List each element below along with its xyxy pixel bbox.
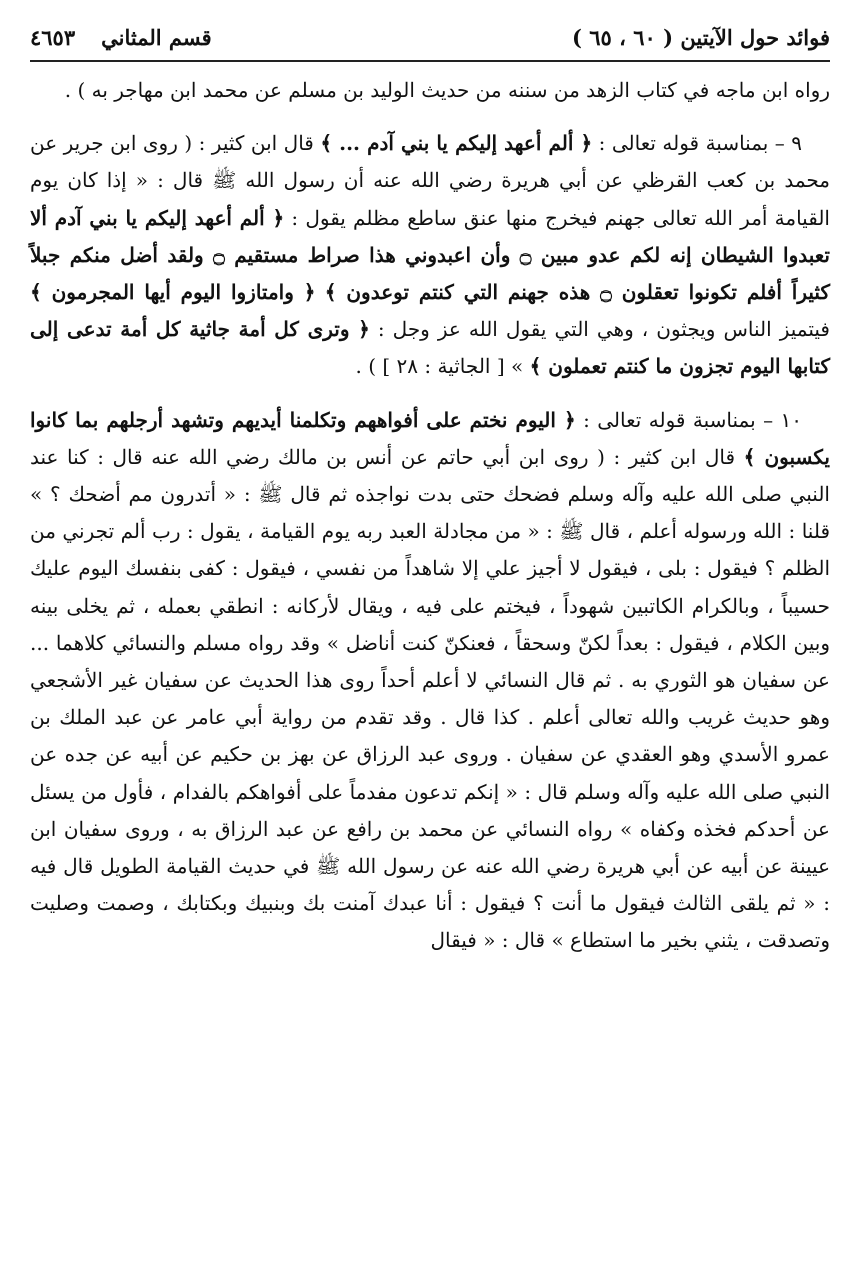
text-run xyxy=(315,280,324,304)
quranic-verse: ﴿ ألم أعهد إليكم يا بني آدم ... ﴾ xyxy=(320,131,593,156)
quranic-verse: ﴿ اليوم نختم على أفواههم وتكلمنا أيديهم وتشهد أرجلهم بما كانوا يكسبون ﴾ xyxy=(30,407,830,469)
text-run: قال ابن كثير : ( روى ابن أبي حاتم عن أنس بن مالك رضي الله عنه قال : كنا عند النبي صلى الله عليه وآله وسلم فضحك حتى بدت نواجذه ثم قال ﷺ : « أتدرون مم أضحك ؟ » قلنا : الله ورسوله أعلم ، قال ﷺ : « من مجادلة العبد ربه يوم القيامة ، يقول : رب ألم تجرني من الظلم ؟ فيقول : بلى ، فيقول لا أجيز علي إلا شاهداً من نفسي ، فيقول : كفى بنفسك اليوم عليك حسيباً ، وبالكرام الكاتبين شهوداً ، فيختم على فيه ، ويقال لأركانه : انطقي بعمله ، ثم يخلى بينه وبين الكلام ، فيقول : بعداً لكنّ وسحقاً ، فعنكنّ كنت أناضل » وقد رواه مسلم والنسائي كلاهما ... عن سفيان هو الثوري به . ثم قال النسائي لا أعلم أحداً روى هذا الحديث عن سفيان غير الأشجعي وهو حديث غريب والله تعالى أعلم . كذا قال . وقد تقدم من رواية أبي عامر عن عبد الملك بن عمرو الأسدي وهو العقدي عن سفيان . وروى عبد الرزاق عن بهز بن حكيم عن أبيه عن جده عن النبي صلى الله عليه وآله وسلم قال : « إنكم تدعون مفدماً على أفواهكم بالفدام ، فأول من يسئل عن أحدكم فخذه وكفاه » رواه النسائي عن محمد بن رافع عن عبد الرزاق به ، وروى سفيان ابن عيينة عن أبيه عن أبي هريرة رضي الله عنه عن رسول الله ﷺ في حديث القيامة الطويل قال فيه : « ثم يلقى الثالث فيقول ما أنت ؟ فيقول : أنا عبدك آمنت بك وبنبيك وبكتابك ، وصمت وصليت وتصدقت ، يثني بخير ما استطاع » قال : « فيقال xyxy=(30,444,830,953)
body-text xyxy=(30,72,830,960)
section-name: قسم المثاني xyxy=(101,25,212,50)
quranic-verse: ﴿ ألم أعهد إليكم يا بني آدم ألا تعبدوا الشيطان إنه لكم عدو مبين ۝ وأن اعبدوني هذا صراط مستقيم ۝ ولقد أضل منكم جبلاً كثيراً أفلم تكونوا تعقلون ۝ هذه جهنم التي كنتم توعدون ﴾ xyxy=(30,205,830,305)
book-page xyxy=(30,18,830,1270)
page-number: ٤٦٥٣ xyxy=(30,25,76,50)
running-header xyxy=(30,18,830,58)
paragraph-p9 xyxy=(30,125,830,385)
header-rule xyxy=(30,60,830,62)
header-title: فوائد حول الآيتين ( ٦٠ ، ٦٥ ) xyxy=(572,25,830,50)
text-run: » [ الجاثية : ٢٨ ] ) . xyxy=(355,354,530,379)
paragraph-p0 xyxy=(30,72,830,109)
quranic-verse: ﴿ وامتازوا اليوم أيها المجرمون ﴾ xyxy=(30,280,316,305)
text-run: قال ابن كثير : ( روى ابن جرير عن محمد بن كعب القرظي عن أبي هريرة رضي الله عنه أن رسول الله ﷺ قال : « إذا كان يوم القيامة أمر الله تعالى جهنم فيخرج منها عنق ساطع مظلم يقول : xyxy=(30,131,831,230)
text-run: فيتميز الناس ويجثون ، وهي التي يقول الله عز وجل : xyxy=(369,317,830,342)
header-left-group xyxy=(30,18,212,58)
text-run: رواه ابن ماجه في كتاب الزهد من سننه من حديث الوليد بن مسلم عن محمد ابن مهاجر به ) . xyxy=(64,78,830,102)
paragraph-p10 xyxy=(30,402,830,960)
text-run: ٩ – بمناسبة قوله تعالى : xyxy=(592,131,803,156)
quranic-verse: ﴿ وترى كل أمة جاثية كل أمة تدعى إلى كتابها اليوم تجزون ما كنتم تعملون ﴾ xyxy=(30,317,830,379)
text-run: ١٠ – بمناسبة قوله تعالى : xyxy=(575,407,803,432)
